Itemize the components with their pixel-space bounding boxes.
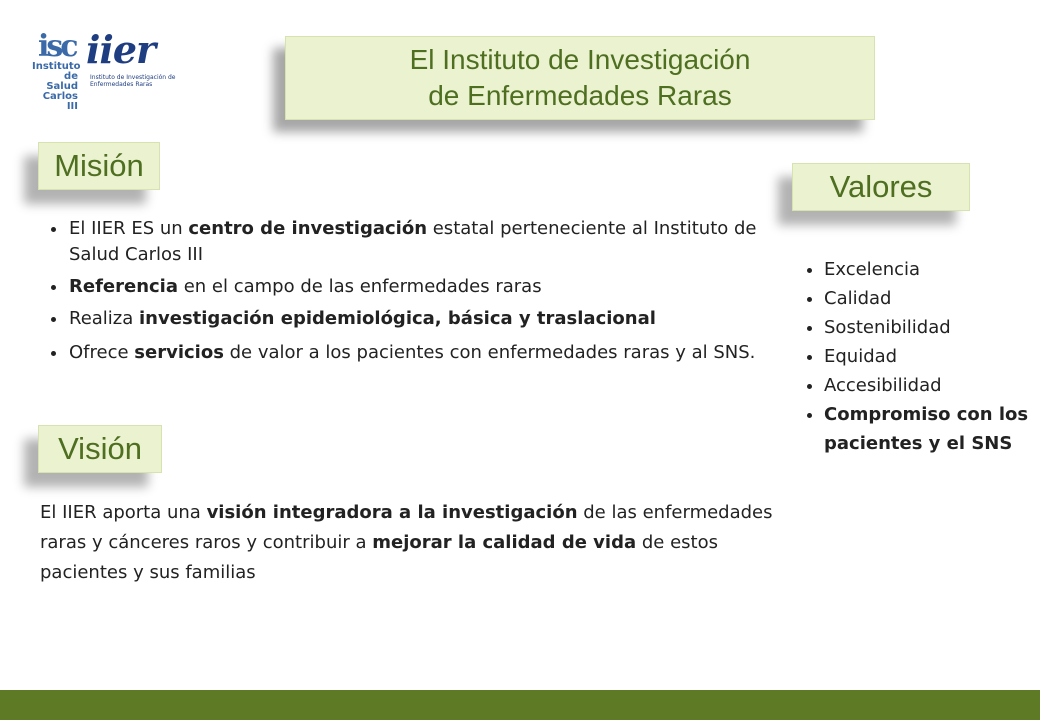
title-line-1: El Instituto de Investigación [409,44,751,75]
mision-list [38,216,788,374]
list-item: • Equidad [824,342,1040,371]
valores-heading: Valores [792,163,970,211]
vision-heading: Visión [38,425,162,473]
valores-list [798,255,1040,458]
list-item: • Referencia en el campo de las enfermedades raras [68,274,788,300]
vision-paragraph: El IIER aporta una visión integradora a la investigación de las enfermedades raras y cánceres raros y contribuir a mejorar la calidad de vida de estos pacientes y sus familias [40,502,773,583]
institute-logo [32,27,182,112]
list-item: • Excelencia [824,255,1040,284]
mision-heading: Misión [38,142,160,190]
list-item: • Ofrece servicios de valor a los pacientes con enfermedades raras y al SNS. [68,340,788,366]
page-title [285,36,875,120]
iier-logo-mark: iier [86,27,156,72]
list-item: • Sostenibilidad [824,313,1040,342]
footer-bar [0,690,1040,720]
list-item: • Calidad [824,284,1040,313]
list-item: • Compromiso con los pacientes y el SNS [824,400,1040,458]
isc-logo-mark: isc [38,29,76,64]
title-line-2: de Enfermedades Raras [428,80,732,111]
isc-logo-text: Instituto de Salud Carlos III [32,61,81,112]
iier-logo-subtitle: Instituto de Investigación de Enfermedades Raras [90,74,176,88]
list-item: • Realiza investigación epidemiológica, básica y traslacional [68,306,788,332]
list-item: • Accesibilidad [824,371,1040,400]
list-item: • El IIER ES un centro de investigación estatal perteneciente al Instituto de Salud Carlos III [68,216,788,268]
